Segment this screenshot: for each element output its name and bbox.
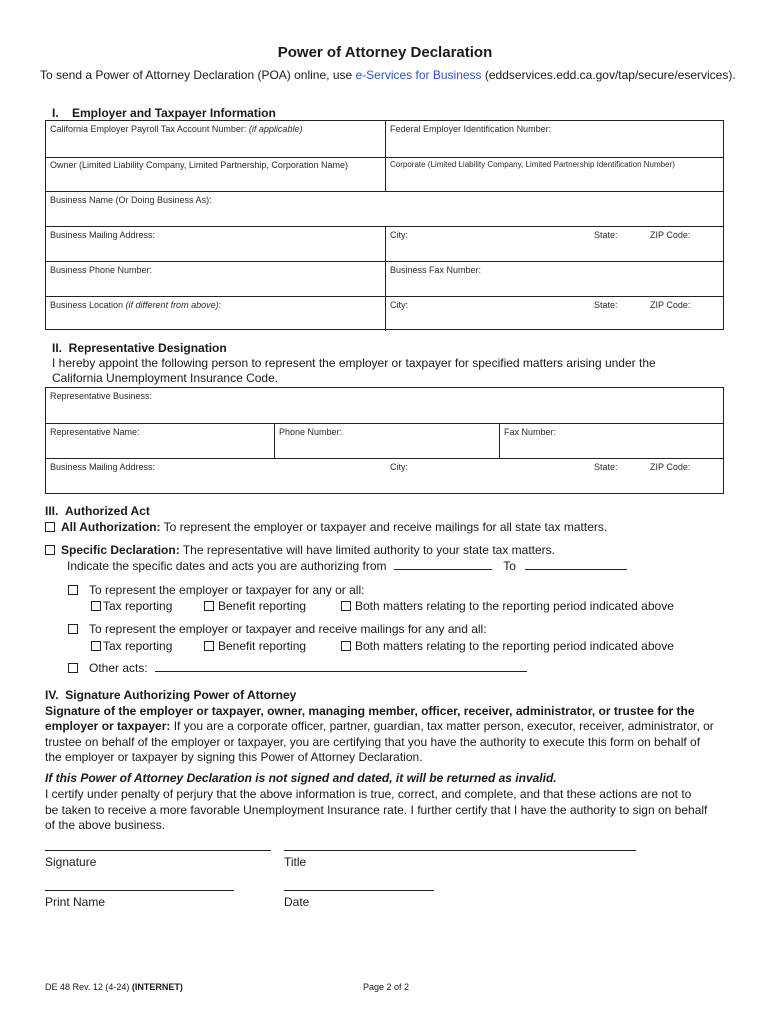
opt2-both-checkbox[interactable] bbox=[341, 641, 351, 651]
location-city-field[interactable]: City: bbox=[390, 300, 408, 310]
option-represent-row bbox=[68, 583, 364, 597]
rep-mailing-address-field[interactable]: Business Mailing Address: bbox=[50, 462, 156, 472]
option-mailings-text: To represent the employer or taxpayer and receive mailings for any and all: bbox=[89, 622, 487, 636]
title-label: Title bbox=[284, 855, 307, 869]
title-input[interactable] bbox=[284, 850, 636, 851]
all-authorization-checkbox[interactable] bbox=[45, 522, 55, 532]
section1-heading: I. Employer and Taxpayer Information bbox=[52, 106, 276, 120]
business-fax-field[interactable]: Business Fax Number: bbox=[390, 265, 482, 275]
intro-text bbox=[40, 68, 736, 82]
rep-city-field[interactable]: City: bbox=[390, 462, 408, 472]
rep-zip-field[interactable]: ZIP Code: bbox=[650, 462, 691, 472]
eservices-link[interactable]: e-Services for Business bbox=[355, 68, 482, 82]
business-location-field[interactable] bbox=[46, 297, 225, 313]
to-date-input[interactable] bbox=[525, 559, 627, 570]
opt1-tax-label: Tax reporting bbox=[103, 599, 173, 613]
location-note: (if different from above) bbox=[125, 300, 219, 310]
specific-declaration-checkbox[interactable] bbox=[45, 545, 55, 555]
business-phone-field[interactable]: Business Phone Number: bbox=[50, 265, 153, 275]
opt2-tax-item bbox=[91, 639, 172, 653]
option-mailings-checkbox[interactable] bbox=[68, 624, 78, 634]
option-mailings-row bbox=[68, 622, 487, 636]
section4-heading: IV. Signature Authorizing Power of Attorney bbox=[45, 688, 297, 702]
state-field[interactable]: State: bbox=[594, 230, 618, 240]
section2-heading: II. Representative Designation bbox=[52, 341, 227, 355]
date-label: Date bbox=[284, 895, 310, 909]
city-field[interactable]: City: bbox=[390, 230, 408, 240]
account-number-field[interactable] bbox=[46, 121, 306, 137]
all-authorization-label: All Authorization: bbox=[61, 520, 161, 534]
rep-business-field[interactable]: Representative Business: bbox=[50, 391, 153, 401]
other-acts-row bbox=[68, 661, 527, 675]
opt1-both-label: Both matters relating to the reporting period indicated above bbox=[355, 599, 674, 613]
opt2-both-item bbox=[341, 639, 674, 653]
location-colon: : bbox=[218, 300, 222, 310]
opt2-benefit-checkbox[interactable] bbox=[204, 641, 214, 651]
opt2-both-label: Both matters relating to the reporting period indicated above bbox=[355, 639, 674, 653]
section4-line2 bbox=[45, 719, 714, 733]
rep-phone-field[interactable]: Phone Number: bbox=[279, 427, 343, 437]
opt1-both-item bbox=[341, 599, 674, 613]
section2-line2: California Unemployment Insurance Code. bbox=[52, 371, 279, 385]
zip-field[interactable]: ZIP Code: bbox=[650, 230, 691, 240]
representative-grid bbox=[45, 387, 724, 494]
section2-line1: I hereby appoint the following person to represent the employer or taxpayer for specified matters arising under the bbox=[52, 356, 656, 370]
specific-declaration-label: Specific Declaration: bbox=[61, 543, 180, 557]
opt2-tax-label: Tax reporting bbox=[103, 639, 173, 653]
opt1-benefit-label: Benefit reporting bbox=[218, 599, 307, 613]
form-id-text: DE 48 Rev. 12 (4-24) bbox=[45, 982, 132, 992]
print-name-label: Print Name bbox=[45, 895, 106, 909]
option-represent-text: To represent the employer or taxpayer for any or all: bbox=[89, 583, 365, 597]
fein-field[interactable]: Federal Employer Identification Number: bbox=[390, 124, 552, 134]
page-title: Power of Attorney Declaration bbox=[277, 44, 493, 61]
rep-name-field[interactable]: Representative Name: bbox=[50, 427, 140, 437]
intro-prefix: To send a Power of Attorney Declaration (POA) online, use bbox=[40, 68, 356, 82]
certification-line3: of the above business. bbox=[45, 818, 166, 832]
print-name-input[interactable] bbox=[45, 890, 234, 891]
dates-row bbox=[67, 559, 627, 573]
location-label: Business Location bbox=[50, 300, 126, 310]
dates-text: Indicate the specific dates and acts you are authorizing from bbox=[67, 559, 387, 573]
opt1-benefit-item bbox=[204, 599, 306, 613]
date-input[interactable] bbox=[284, 890, 434, 891]
to-label: To bbox=[503, 559, 516, 573]
account-number-label: California Employer Payroll Tax Account Number: bbox=[50, 124, 249, 134]
opt1-benefit-checkbox[interactable] bbox=[204, 601, 214, 611]
rep-state-field[interactable]: State: bbox=[594, 462, 618, 472]
invalid-warning: If this Power of Attorney Declaration is not signed and dated, it will be returned as invalid. bbox=[45, 771, 557, 785]
location-zip-field[interactable]: ZIP Code: bbox=[650, 300, 691, 310]
other-acts-checkbox[interactable] bbox=[68, 663, 78, 673]
option-represent-checkbox[interactable] bbox=[68, 585, 78, 595]
section4-bold-line1: Signature of the employer or taxpayer, owner, managing member, officer, receiver, administrator, or trustee for the bbox=[45, 704, 695, 718]
section4-line4: the employer or taxpayer by signing this Power of Attorney Declaration. bbox=[45, 750, 423, 764]
opt1-tax-checkbox[interactable] bbox=[91, 601, 101, 611]
owner-field[interactable]: Owner (Limited Liability Company, Limited Partnership, Corporation Name) bbox=[50, 160, 348, 170]
opt1-both-checkbox[interactable] bbox=[341, 601, 351, 611]
form-id bbox=[45, 982, 183, 992]
opt2-benefit-item bbox=[204, 639, 306, 653]
business-name-field[interactable]: Business Name (Or Doing Business As): bbox=[50, 195, 212, 205]
corporate-id-field[interactable]: Corporate (Limited Liability Company, Limited Partnership Identification Number) bbox=[390, 160, 675, 169]
certification-line2: be taken to receive a more favorable Unemployment Insurance rate. I further certify that I have the authority to sign on behalf bbox=[45, 803, 708, 817]
option-represent-choices bbox=[91, 599, 172, 613]
section4-bold-line2: employer or taxpayer: bbox=[45, 719, 171, 733]
page-number: Page 2 of 2 bbox=[363, 982, 410, 992]
rep-fax-field[interactable]: Fax Number: bbox=[504, 427, 557, 437]
section3-heading: III. Authorized Act bbox=[45, 504, 150, 518]
section4-line2-text: If you are a corporate officer, partner, guardian, tax matter person, executor, receiver, administrator, or bbox=[170, 719, 714, 733]
certification-line1: I certify under penalty of perjury that the above information is true, correct, and complete, and that these actions are not to bbox=[45, 787, 692, 801]
form-channel: (INTERNET) bbox=[131, 982, 183, 992]
other-acts-input[interactable] bbox=[155, 661, 527, 672]
intro-suffix: (eddservices.edd.ca.gov/tap/secure/eservices). bbox=[481, 68, 736, 82]
other-acts-label: Other acts: bbox=[89, 661, 148, 675]
employer-info-grid bbox=[45, 120, 724, 330]
account-number-note: (if applicable) bbox=[248, 124, 303, 134]
specific-declaration-text: The representative will have limited authority to your state tax matters. bbox=[179, 543, 555, 557]
opt2-tax-checkbox[interactable] bbox=[91, 641, 101, 651]
from-date-input[interactable] bbox=[394, 559, 492, 570]
all-authorization-row bbox=[45, 520, 607, 534]
section4-line3: trustee on behalf of the employer or taxpayer, you are certifying that you have the authority to execute this form on behalf of bbox=[45, 735, 701, 749]
signature-input[interactable] bbox=[45, 850, 271, 851]
all-authorization-text: To represent the employer or taxpayer and receive mailings for all state tax matters. bbox=[160, 520, 608, 534]
specific-declaration-row bbox=[45, 543, 555, 557]
opt2-benefit-label: Benefit reporting bbox=[218, 639, 307, 653]
location-state-field[interactable]: State: bbox=[594, 300, 618, 310]
signature-label: Signature bbox=[45, 855, 97, 869]
mailing-address-field[interactable]: Business Mailing Address: bbox=[50, 230, 156, 240]
